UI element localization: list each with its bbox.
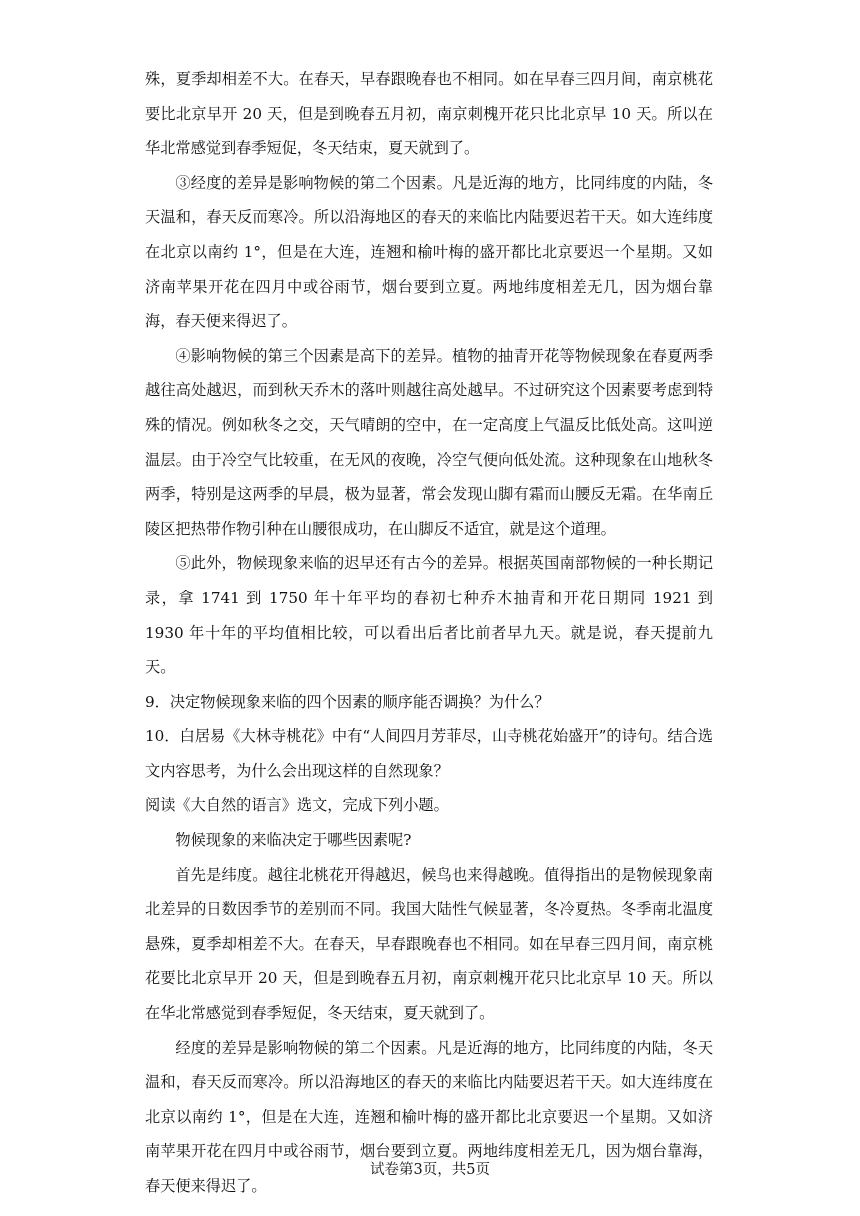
passage-paragraph-3: ③经度的差异是影响物候的第二个因素。凡是近海的地方，比同纬度的内陆，冬天温和，春天反而寒冷。所以沿海地区的春天的来临比内陆要迟若干天。如大连纬度在北京以南约 1°，但是在大连，连翘和榆叶梅的盛开都比北京要迟一个星期。又如济南苹果开花在四月中或谷雨节，烟台要到立夏。两地纬度相差无几，因为烟台靠海，春天便来得迟了。 bbox=[145, 173, 713, 331]
reading-instruction: 阅读《大自然的语言》选文，完成下列小题。 bbox=[145, 796, 449, 815]
passage-paragraph-5: ⑤此外，物候现象来临的迟早还有古今的差异。根据英国南部物候的一种长期记录，拿 1741 到 1750 年十年平均的春初七种乔木抽青和开花日期同 1921 到 1930 年十年的平均值相比较，可以看出后者比前者早九天。就是说，春天提前九天。 bbox=[145, 554, 713, 677]
passage-paragraph-4: ④影响物候的第三个因素是高下的差异。植物的抽青开花等物候现象在春夏两季越往高处越迟，而到秋天乔木的落叶则越往高处越早。不过研究这个因素要考虑到特殊的情况。例如秋冬之交，天气晴朗的空中，在一定高度上气温反比低处高。这叫逆温层。由于冷空气比较重，在无风的夜晚，冷空气便向低处流。这种现象在山地秋冬两季，特别是这两季的早晨，极为显著，常会发现山脚有霜而山腰反无霜。在华南丘陵区把热带作物引种在山腰很成功，在山脚反不适宜，就是这个道理。 bbox=[145, 346, 713, 538]
question-9: 9．决定物候现象来临的四个因素的顺序能否调换？为什么？ bbox=[145, 692, 550, 711]
question-10: 10．白居易《大林寺桃花》中有“人间四月芳菲尽，山寺桃花始盛开”的诗句。结合选文内容思考，为什么会出现这样的自然现象？ bbox=[145, 727, 713, 780]
exam-page-body bbox=[145, 62, 713, 1204]
second-passage-heading: 物候现象的来临决定于哪些因素呢? bbox=[175, 831, 412, 850]
second-passage-paragraph-2: 经度的差异是影响物候的第二个因素。凡是近海的地方，比同纬度的内陆，冬天温和，春天反而寒冷。所以沿海地区的春天的来临比内陆要迟若干天。如大连纬度在北京以南约 1°，但是在大连，连翘和榆叶梅的盛开都比北京要迟一个星期。又如济南苹果开花在四月中或谷雨节，烟台要到立夏。两地纬度相差无几，因为烟台靠海，春天便来得迟了。 bbox=[145, 1038, 713, 1195]
page-footer: 试卷第3页，共5页 bbox=[370, 1162, 490, 1178]
passage-paragraph-continued: 殊，夏季却相差不大。在春天，早春跟晚春也不相同。如在早春三四月间，南京桃花要比北京早开 20 天，但是到晚春五月初，南京刺槐开花只比北京早 10 天。所以在华北常感觉到春季短促，冬天结束，夏天就到了。 bbox=[145, 70, 713, 158]
second-passage-paragraph-1: 首先是纬度。越往北桃花开得越迟，候鸟也来得越晚。值得指出的是物候现象南北差异的日数因季节的差别而不同。我国大陆性气候显著，冬冷夏热。冬季南北温度悬殊，夏季却相差不大。在春天，早春跟晚春也不相同。如在早春三四月间，南京桃花要比北京早开 20 天，但是到晚春五月初，南京刺槐开花只比北京早 10 天。所以在华北常感觉到春季短促，冬天结束，夏天就到了。 bbox=[145, 865, 713, 1023]
